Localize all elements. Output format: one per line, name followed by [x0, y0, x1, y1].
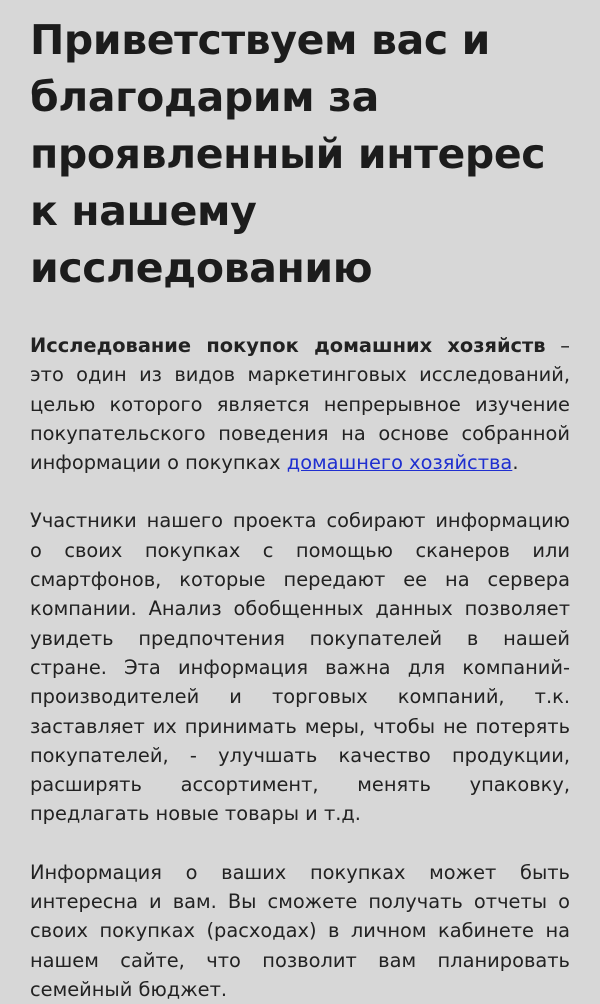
intro-text: – это один из видов маркетинговых исследований, целью которого является непрерывное изучение покупательского поведения на основе собранной информации о покупках [30, 334, 570, 475]
article-body [30, 331, 570, 1004]
household-link[interactable]: домашнего хозяйства [286, 451, 513, 475]
participants-paragraph: Участники нашего проекта собирают информацию о своих покупках с помощью сканеров или смартфонов, которые передают ее на сервера компании. Анализ обобщенных данных позволяет увидеть предпочтения покупателей в нашей стране. Эта информация важна для компаний-производителей и торговых компаний, т.к. заставляет их принимать меры, чтобы не потерять покупателей, - улучшать качество продукции, расширять ассортимент, менять упаковку, предлагать новые товары и т.д. [30, 509, 570, 826]
reports-paragraph: Информация о ваших покупках может быть интересна и вам. Вы сможете получать отчеты о своих покупках (расходах) в личном кабинете на нашем сайте, что позволит вам планировать семейный бюджет. [30, 860, 570, 1001]
page-title: Приветствуем вас и благодарим за проявленный интерес к нашему исследованию [30, 16, 546, 292]
intro-end: . [512, 451, 519, 475]
term-bold: Исследование покупок домашних хозяйств [30, 334, 546, 357]
intro-paragraph [30, 331, 570, 477]
